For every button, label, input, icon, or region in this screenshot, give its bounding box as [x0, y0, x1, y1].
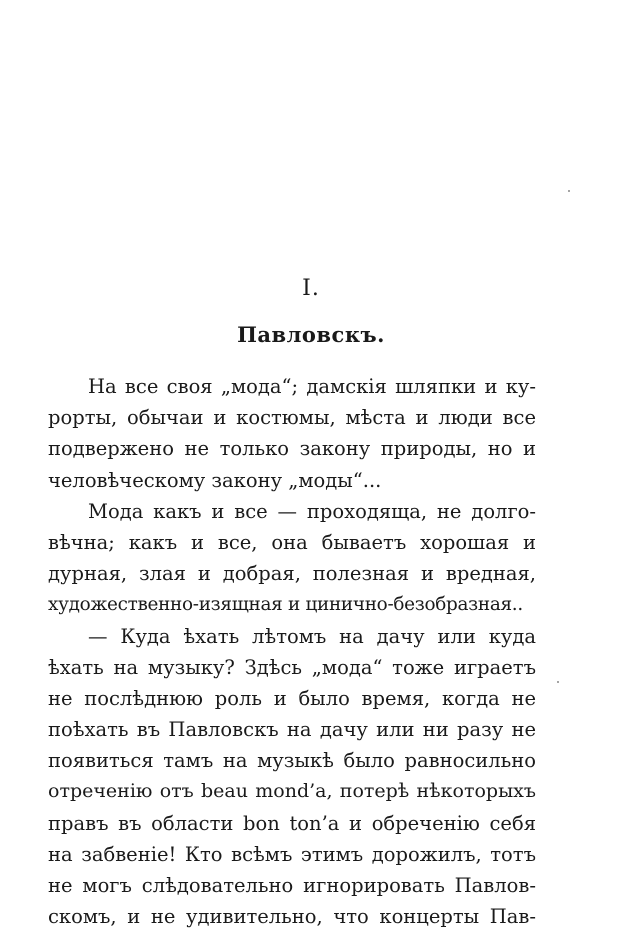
text-line: Мода какъ и все — проходяща, не долго-	[88, 499, 536, 523]
text-line: ѣхать на музыку? Здѣсь „мода“ тоже играетъ	[48, 655, 536, 679]
chapter-number: I.	[302, 276, 320, 301]
body-text	[48, 371, 536, 932]
text-line: на забвеніе! Кто всѣмъ этимъ дорожилъ, тотъ	[48, 842, 536, 866]
text-line: художественно-изящная и цинично-безобразная..	[48, 594, 523, 616]
text-line: скомъ, и не удивительно, что концерты Пав-	[48, 905, 536, 929]
chapter-title: Павловскъ.	[237, 322, 385, 347]
text-line: правъ въ области bon ton’a и обреченію себя	[48, 811, 536, 835]
text-line: вѣчна; какъ и все, она бываетъ хорошая и	[48, 530, 536, 554]
text-line: появиться тамъ на музыкѣ было равносильно	[48, 749, 536, 773]
text-line: не могъ слѣдовательно игнорировать Павлов-	[48, 874, 536, 897]
text-line: подвержено не только закону природы, но и	[48, 437, 536, 461]
text-line: На все своя „мода“; дамскія шляпки и ку-	[88, 375, 536, 398]
text-line: рорты, обычаи и костюмы, мѣста и люди все	[48, 406, 536, 430]
paper-speck	[557, 681, 559, 683]
text-line: — Куда ѣхать лѣтомъ на дачу или куда	[88, 624, 536, 648]
text-line: поѣхать въ Павловскъ на дачу или ни разу не	[48, 718, 536, 742]
text-line: дурная, злая и добрая, полезная и вредная,	[48, 562, 536, 586]
text-line: человѣческому закону „моды“...	[48, 468, 382, 492]
text-line: отреченію отъ beau mond’a, потерѣ нѣкоторыхъ	[48, 780, 536, 803]
paper-speck	[568, 190, 570, 192]
text-line: не послѣднюю роль и было время, когда не	[48, 686, 536, 710]
